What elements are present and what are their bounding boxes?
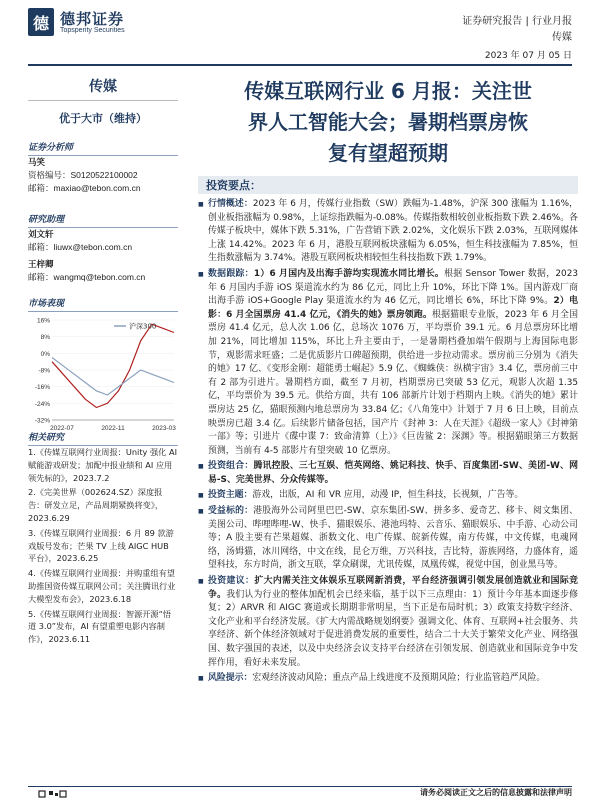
brand-name-en: Topsperity Securities — [60, 27, 125, 34]
related-item[interactable]: 1.《传媒互联网行业周报：Unity 强化 AI 赋能游戏研发；加配中报业绩和 AI 应用领先标的》，2023.7.2 — [28, 447, 177, 483]
para-emphasis: 2）电影：6 月全国票房 41.4 亿元，《消失的她》票房领跑。 — [208, 296, 578, 320]
para-text: 根据 Sensor Tower 数据，2023 年 6 月国内手游 iOS 渠道流水约为 86 亿元，同比上升 10%，环比下降 1%。国内游戏厂商出海手游 iOS+Google Play 渠道流水约为 46 亿元，同比增长 6%，环比下降 9%。 — [208, 268, 578, 307]
report-type — [462, 14, 572, 46]
para-risk — [198, 672, 578, 686]
para-label: 投资组合： — [208, 461, 254, 472]
title-line: 复有望超预期 — [328, 141, 448, 165]
chart-y-tick-label: 8% — [40, 334, 50, 342]
assistant1-name: 刘文轩 — [28, 229, 54, 239]
para-beneficiaries — [198, 505, 578, 573]
chart-x-tick-label: 2022-07 — [50, 425, 74, 432]
brand-name: 德邦证券 — [60, 10, 125, 28]
related-item[interactable]: 5.《传媒互联网行业周报：智源开源“悟道 3.0”发布，AI 有望重塑电影内容制作》，2023.6.11 — [28, 608, 172, 645]
chart-series-line — [52, 358, 174, 396]
related-section-header: 相关研究 — [28, 430, 178, 446]
market-performance-chart — [28, 312, 178, 440]
report-date: 2023 年 07 月 05 日 — [484, 51, 572, 61]
para-text: 游戏，出版，AI 和 VR 应用，动漫 IP，恒生科技，长视频，广告等。 — [252, 490, 524, 501]
report-type-label: 证券研究报告 | 行业月报 — [462, 16, 572, 27]
market-section-header: 市场表现 — [28, 296, 178, 312]
related-item[interactable]: 3.《传媒互联网行业周报：6 月 89 款游戏版号发布；芒果 TV 上线 AIGC HUB 平台》，2023.6.25 — [28, 527, 174, 564]
analyst-name: 马笑 — [28, 157, 46, 167]
chart-y-tick-label: -32% — [34, 417, 50, 425]
chart-legend-label: 沪深300 — [129, 322, 157, 331]
para-portfolio — [198, 460, 578, 487]
para-text: 宏观经济波动风险；重点产品上线进度不及预期风险；行业监管趋严风险。 — [252, 673, 546, 684]
analyst-cert: 资格编号：S0120522100002 — [28, 170, 138, 180]
assistant1-email[interactable]: 邮箱：liuwx@tebon.com.cn — [28, 242, 133, 252]
chart-y-tick-label: 0% — [40, 350, 50, 358]
assistant-section-header: 研究助理 — [28, 212, 178, 228]
chart-x-tick-label: 2022-11 — [101, 425, 125, 432]
brand-logo-icon: 德 — [28, 8, 54, 36]
assistant2-email[interactable]: 邮箱：wangmq@tebon.com.cn — [28, 272, 146, 282]
para-emphasis: 1）6 月国内及出海手游均实现流水同比增长。 — [253, 268, 445, 279]
related-item[interactable]: 4.《传媒互联网行业周报：并购重组有望助推国资传媒互联网公司；关注腾讯行业大模型发布会》，2023.6.18 — [28, 568, 176, 604]
chart-y-tick-label: -8% — [38, 367, 50, 375]
analyst-email[interactable]: 邮箱：maxiao@tebon.com.cn — [28, 183, 141, 193]
para-emphasis: 扩大内需关注文体娱乐互联网新消费，平台经济强调引领发展创造就业和国际竞争。 — [208, 576, 579, 600]
chart-y-tick-label: -24% — [34, 400, 50, 408]
para-text: 2023 年 6 月，传媒行业指数（SW）跌幅为-1.48%，沪深 300 涨幅为 1.16%，创业板指涨幅为 0.98%，上证综指跌幅为-0.08%。传媒指数相较创业板指数下跌 2.46%。各传媒子板块中，媒体下跌 5.31%，广告营销下跌 2.02%，文化娱乐下跌 2.03%，互联网媒体上涨 14.42%。2023 年 6 月，港股互联网板块涨幅为 6.05%，恒生科技涨幅为 7.85%，恒生指数涨幅为 3.74%。港股互联网板块相较恒生科技指数下跌 1.79%。 — [208, 199, 578, 264]
related-item[interactable]: 2.《完美世界（002624.SZ）深度报告：研发立足，产品周期紧换将变》，2023.6.29 — [28, 487, 164, 523]
para-text: 根据猫眼专业版，2023 年 6 月全国票房 41.4 亿元，总人次 1.06 亿，总场次 1076 万，平均票价 39.1 元。6 月总票房环比增加 21%，同比增加 115%，环比上升主要由于，一是暑期档叠加端午假期与上海国际电影节，观影需求旺盛；二是优质影片口碑超预期，供给进一步拉动需求。票房前三分别为《消失的她》17 亿、《变形金刚：超能勇士崛起》5.9 亿、《蜘蛛侠：纵横宇宙》3.4 亿，票房前三中有 2 部为引进片。暑期档方面，截至 7 月初，档期票房已突破 53 亿元，观影人次超 1.35 亿，平均票价为 39.5 元。供给方面，共有 106 部新片计划于档期内上映。《消失的她》累计票房达 25 亿，猫眼预测内地总票房为 33.84 亿；《八角笼中》计划于 7 月 6 日上映，目前点映票房已超 3.4 亿。后续影片储备包括，国产片《封神 3：人在天涯》《超级一家人》《封神第一部》等；引进片《碟中谍 7：致命清算（上）》《巨齿鲨 2：深渊》等。根据猫眼第三方数据预测，当前有 4-5 部影片有望突破 10 亿票房。 — [208, 309, 578, 456]
related-research-list — [28, 446, 178, 648]
chart-y-tick-label: -16% — [34, 384, 50, 392]
para-text: 港股海外公司阿里巴巴-SW、京东集团-SW、拼多多、爱奇艺、移卡、阅文集团、美图公司、哔哩哔哩-W、快手、猫眼娱乐、港池玛特、云音乐、猫眼娱乐、中手游、心动公司等；A 股主要有芒果超媒、浙数文化、电广传媒、皖新传媒，南方传媒，中文传媒，电魂网络，汤姆猫，冰川网络，中文在线，昆仑万维，万兴科技，吉比特，游族网络，力盛体育，遥望科技，东方时尚，浙文互联，掌众刷课，尤讯传媒，凤凰传媒，视觉中国，创业黑马等。 — [208, 506, 578, 571]
para-label: 行情概述： — [208, 199, 253, 209]
industry-rating: 优于大市（维持） — [59, 112, 147, 125]
title-line: 传媒互联网行业 6 月报：关注世 — [244, 79, 532, 103]
qr-code-icon — [38, 790, 72, 800]
para-label: 投资建议： — [208, 576, 255, 587]
assistant2-name: 王梓卿 — [28, 259, 54, 269]
para-emphasis: 腾讯控股、三七互娱、恺英网络、姚记科技、快手、百度集团-SW、美团-W、网易-S、完美世界、分众传媒等。 — [208, 461, 578, 485]
sidebar-industry: 传媒 — [28, 72, 178, 101]
para-label: 投资主题： — [208, 490, 253, 501]
para-label: 受益标的： — [208, 506, 254, 517]
chart-y-tick-label: 16% — [36, 317, 50, 325]
key-points-body — [198, 198, 578, 688]
para-label: 数据跟踪： — [208, 268, 254, 279]
para-recommendation — [198, 575, 578, 670]
para-label: 风险提示： — [208, 673, 253, 684]
report-title — [198, 76, 578, 169]
report-industry: 传媒 — [552, 32, 572, 43]
footer-disclaimer: 请务必阅读正文之后的信息披露和法律声明 — [420, 788, 572, 797]
header-divider — [28, 64, 572, 66]
analyst-info — [28, 156, 178, 195]
para-themes — [198, 489, 578, 503]
key-points-header: 投资要点： — [198, 176, 578, 194]
title-line: 界人工智能大会；暑期档票房恢 — [248, 110, 528, 134]
assistant-info — [28, 228, 178, 284]
para-market-overview — [198, 198, 578, 266]
para-data-tracking — [198, 268, 578, 458]
analyst-section-header: 证券分析师 — [28, 140, 178, 156]
chart-x-tick-label: 2023-03 — [152, 425, 176, 432]
para-text: 我们认为行业的整体加配机会已经来临，基于以下三点理由：1）预计今年基本面逐步修复；2）ARVR 和 AIGC 赛道或长期期非常明星，当下正是布局时机；3）政策支持数字经济、文化产业和平台经济发展。《扩大内需战略规划纲要》强调文化、体育、互联网+社会服务、共享经济、新个体经济领域对于促进消费发展的重要性，结合二十大关于繁荣文化产业、网络强国、数字强国的表述，以及中央经济会议支持平台经济在引领发展、创造就业和国际竞争中发挥作用，看好未来发展。 — [208, 589, 578, 668]
